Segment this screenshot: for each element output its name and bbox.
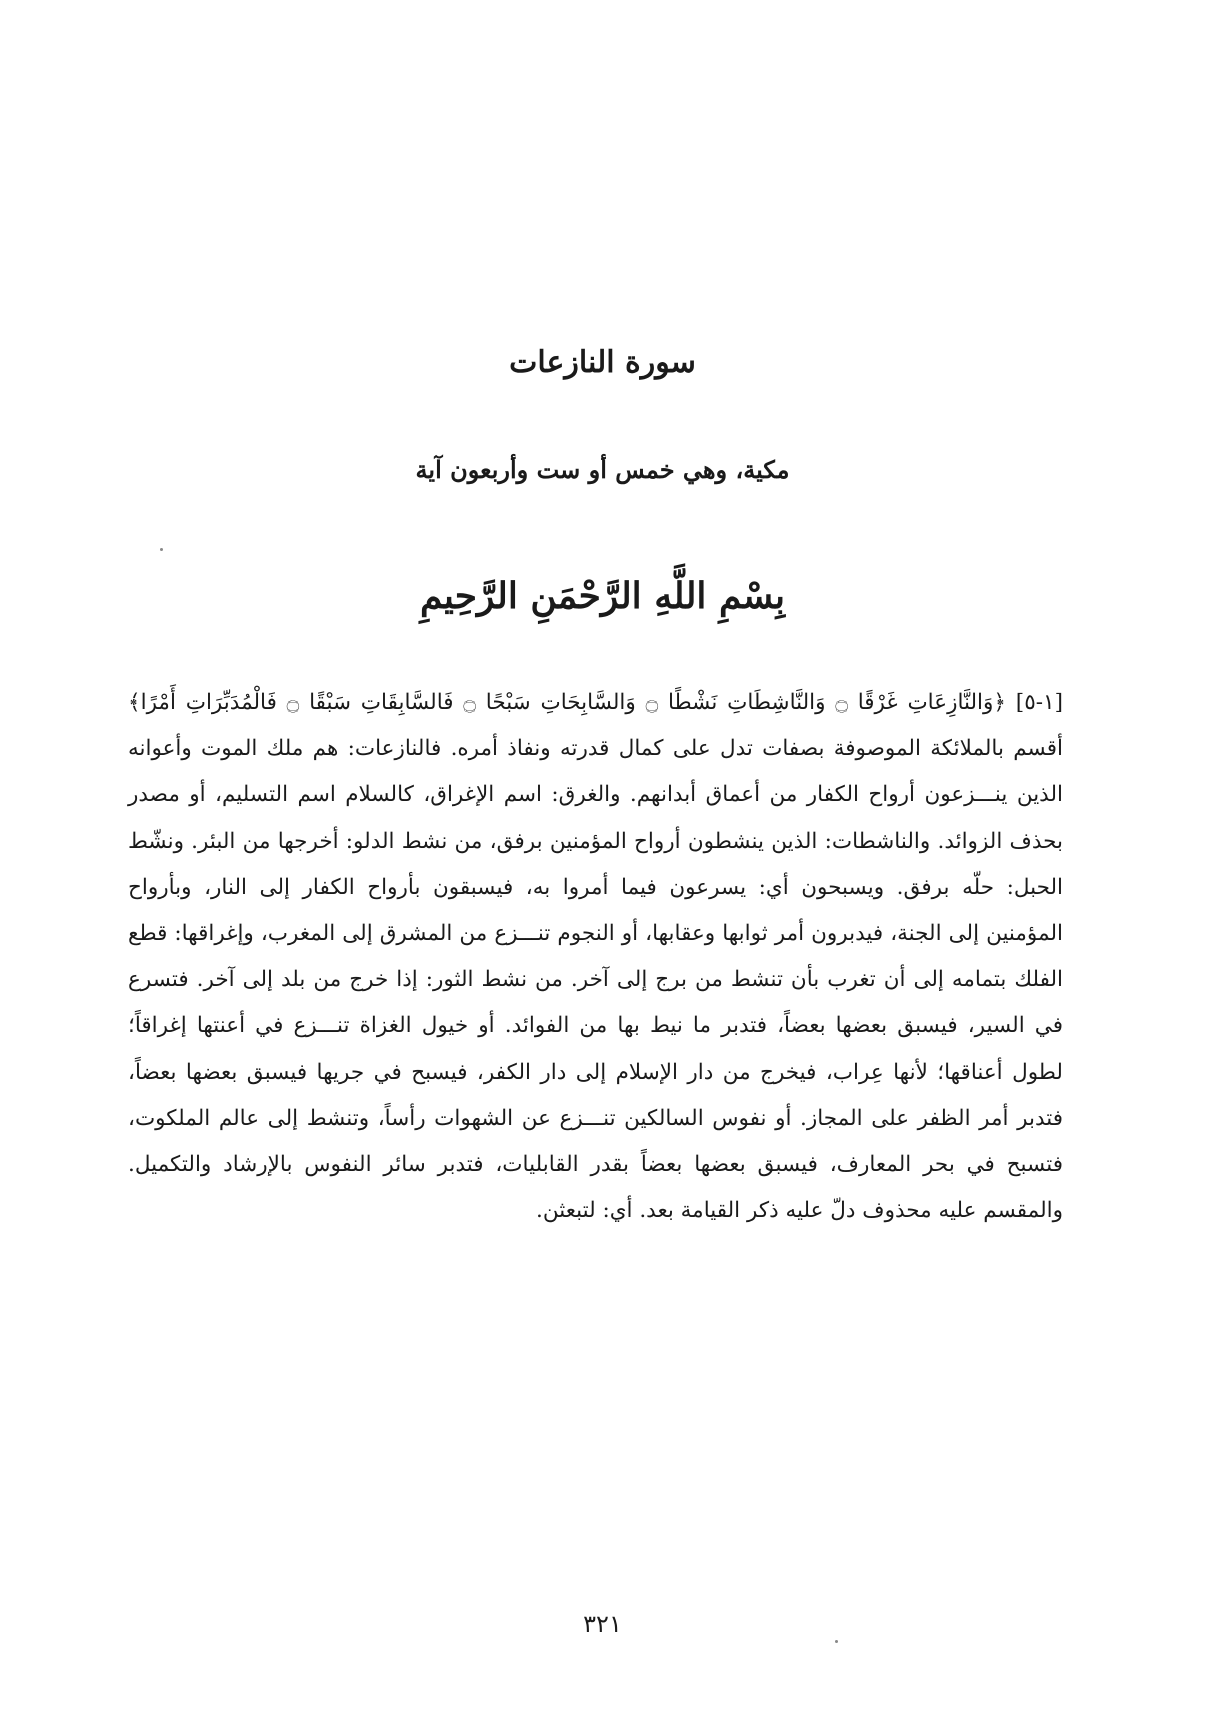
basmala: بِسْمِ اللَّهِ الرَّحْمَنِ الرَّحِيمِ <box>419 575 786 617</box>
scan-speck <box>160 548 163 551</box>
tafsir-paragraph <box>128 680 1063 1234</box>
surah-subtitle: مكية، وهي خمس أو ست وأربعون آية <box>415 455 790 484</box>
quran-verses: ﴿وَالنَّازِعَاتِ غَرْقًا ۝ وَالنَّاشِطَاتِ نَشْطًا ۝ وَالسَّابِحَاتِ سَبْحًا ۝ فَالسَّابِقَاتِ سَبْقًا ۝ فَالْمُدَبِّرَاتِ أَمْرًا﴾ <box>128 690 1006 715</box>
surah-title: سورة النازعات <box>509 345 696 380</box>
verse-reference: [١-٥] <box>1015 690 1063 715</box>
scan-speck <box>835 1640 838 1643</box>
page-number: ٣٢١ <box>583 1610 622 1638</box>
commentary-text: أقسم بالملائكة الموصوفة بصفات تدل على كمال قدرته ونفاذ أمره. فالنازعات: هم ملك الموت وأعوانه الذين ينـــزعون أرواح الكفار من أعماق أبدانهم. والغرق: اسم الإغراق، كالسلام اسم التسليم، أو مصدر بحذف الزوائد. والناشطات: الذين ينشطون أرواح المؤمنين برفق، من نشط الدلو: أخرجها من البئر. ونشّط الحبل: حلّه برفق. ويسبحون أي: يسرعون فيما أمروا به، فيسبقون بأرواح الكفار إلى النار، وبأرواح المؤمنين إلى الجنة، فيدبرون أمر ثوابها وعقابها، أو النجوم تنـــزع من المشرق إلى المغرب، وإغراقها: قطع الفلك بتمامه إلى أن تغرب بأن تنشط من برج إلى آخر. من نشط الثور: إذا خرج من بلد إلى آخر. فتسرع في السير، فيسبق بعضها بعضاً، فتدبر ما نيط بها من الفوائد. أو خيول الغزاة تنـــزع في أعنتها إغراقاً؛ لطول أعناقها؛ لأنها عِراب، فيخرج من دار الإسلام إلى دار الكفر، فيسبح في جريها فيسبق بعضها بعضاً، فتدبر أمر الظفر على المجاز. أو نفوس السالكين تنـــزع عن الشهوات رأساً، وتنشط إلى عالم الملكوت، فتسبح في بحر المعارف، فيسبق بعضها بعضاً بقدر القابليات، فتدبر سائر النفوس بالإرشاد والتكميل. والمقسم عليه محذوف دلّ عليه ذكر القيامة بعد. أي: لتبعثن. <box>128 736 1063 1224</box>
